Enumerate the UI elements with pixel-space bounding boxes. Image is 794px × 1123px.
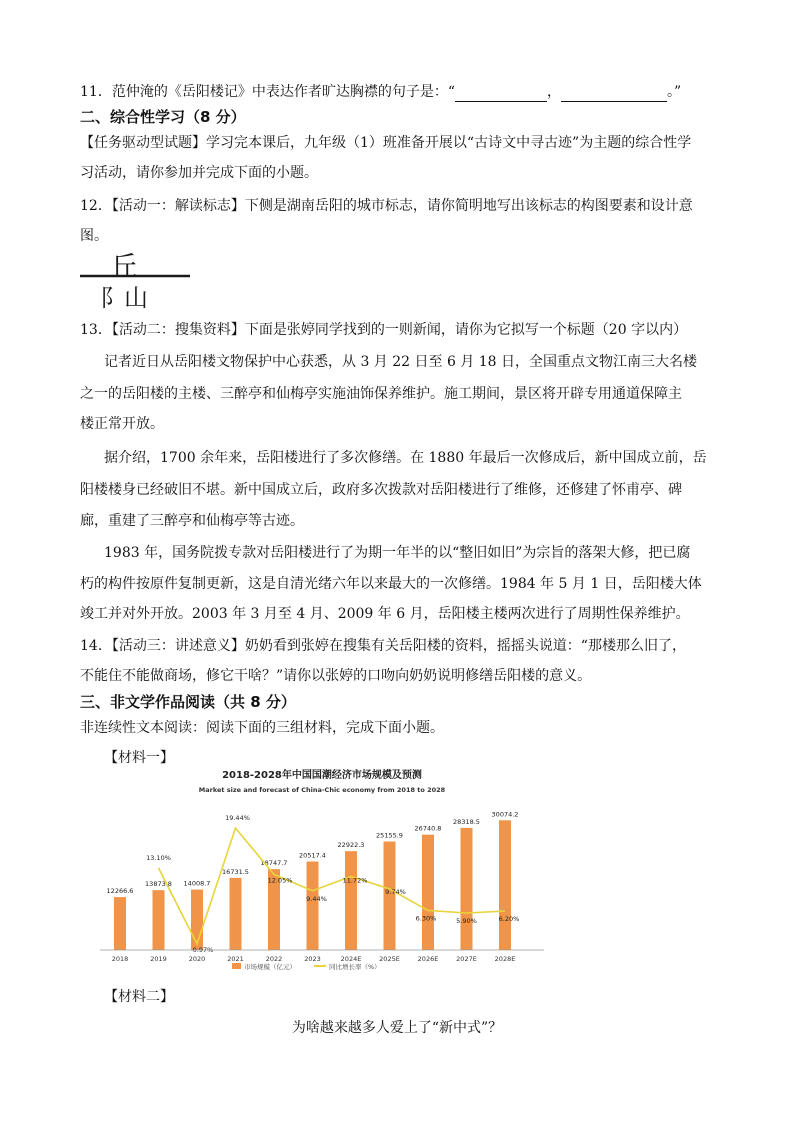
q14-line-2: 不能住不能做商场，修它干啥？”请你以张婷的口吻向奶奶说明修缮岳阳楼的意义。: [80, 668, 592, 684]
q11-separator: ，: [546, 84, 561, 100]
growth-label-2021: 19.44%: [225, 814, 250, 823]
legend-label-market: 市场规模（亿元）: [244, 963, 296, 971]
bar-label-2024E: 22922.3: [337, 841, 365, 850]
material-2-title: 为啥越来越多人爱上了“新中式”？: [291, 1020, 503, 1036]
x-tick-2023: 2023: [304, 955, 321, 963]
x-tick-2019: 2019: [150, 955, 167, 963]
news-p1-line-1: 记者近日从岳阳楼文物保护中心获悉，从 3 月 22 日至 6 月 18 日，全国重点文物江南三大名楼: [104, 354, 698, 370]
growth-rate-line: [159, 828, 506, 944]
yueyang-city-logo: [80, 252, 190, 312]
q11-prefix: 11．范仲淹的《岳阳楼记》中表达作者旷达胸襟的句子是：“: [80, 84, 455, 100]
q12-line-2: 图。: [80, 228, 108, 244]
news-p2-line-2: 阳楼楼身已经破旧不堪。新中国成立后，政府多次拨款对岳阳楼进行了维修，还修建了怀甫亭、碑: [80, 482, 682, 498]
news-p3-line-2: 朽的构件按原件复制更新，这是自清光绪六年以来最大的一次修缮。1984 年 5 月 1 日，岳阳楼大体: [80, 576, 702, 592]
bar-label-2023: 20517.4: [299, 851, 326, 860]
growth-label-2020: 0.97%: [192, 945, 214, 954]
bar-label-2026E: 26740.8: [414, 824, 442, 833]
growth-label-2023: 9.44%: [306, 894, 327, 903]
section-3-intro: 非连续性文本阅读：阅读下面的三组材料，完成下面小题。: [80, 720, 444, 736]
bar-2026E: [422, 835, 434, 950]
task-line-1: 【任务驱动型试题】学习完本课后，九年级（1）班准备开展以“古诗文中寻古迹”为主题的综合性学: [80, 135, 692, 151]
material-1-label: 【材料一】: [104, 750, 174, 766]
x-tick-2021: 2021: [227, 955, 244, 963]
bar-2019: [153, 890, 165, 950]
growth-label-2026E: 6.30%: [415, 914, 437, 923]
china-chic-market-chart: [92, 766, 552, 976]
bar-label-2018: 12266.6: [106, 887, 134, 896]
growth-label-2025E: 9.74%: [385, 887, 406, 896]
bar-label-2022: 18747.7: [260, 859, 288, 868]
growth-label-2019: 13.10%: [146, 853, 171, 862]
legend-label-growth: 同比增长率（%）: [329, 963, 381, 971]
section-3-title: 三、非文学作品阅读（共 8 分）: [80, 693, 296, 711]
bar-2024E: [345, 851, 357, 950]
question-11: [80, 82, 720, 102]
x-tick-2024E: 2024E: [340, 955, 362, 963]
bar-label-2027E: 28318.5: [453, 817, 480, 826]
chart-subtitle: Market size and forecast of China-Chic economy from 2018 to 2028: [198, 786, 446, 794]
q13: 13．【活动二：搜集资料】下面是张婷同学找到的一则新闻，请你为它拟写一个标题（20 字以内）: [80, 322, 688, 338]
news-p3-line-3: 竣工并对外开放。2003 年 3 月至 4 月、2009 年 6 月，岳阳楼主楼两次进行了周期性保养维护。: [80, 606, 690, 622]
chart-title: 2018-2028年中国国潮经济市场规模及预测: [222, 770, 422, 781]
logo-char-bottom: 阝山: [100, 284, 148, 312]
news-p3-line-1: 1983 年，国务院拨专款对岳阳楼进行了为期一年半的以“整旧如旧”为宗旨的落架大修，把已腐: [104, 545, 691, 561]
bar-label-2020: 14008.7: [183, 879, 211, 888]
legend-swatch-market: [232, 963, 241, 969]
bar-2023: [307, 862, 319, 950]
growth-label-2028E: 6.20%: [498, 915, 520, 924]
x-tick-2018: 2018: [111, 955, 129, 963]
news-p2-line-1: 据介绍，1700 余年来，岳阳楼进行了多次修缮。在 1880 年最后一次修成后，新中国成立前，岳: [104, 450, 707, 466]
bar-2020: [191, 890, 203, 950]
growth-label-2022: 12.05%: [267, 876, 293, 885]
bar-label-2028E: 30074.2: [491, 810, 519, 819]
news-p1-line-3: 楼正常开放。: [80, 416, 164, 432]
answer-blank-2[interactable]: [561, 87, 667, 102]
logo-char-top: 丘: [110, 252, 139, 283]
bar-2027E: [461, 828, 473, 950]
q11-suffix: 。”: [666, 84, 682, 100]
q12-line-1: 12．【活动一：解读标志】下侧是湖南岳阳的城市标志，请你简明地写出该标志的构图要素和设计意: [80, 198, 693, 214]
growth-label-2024E: 11.72%: [342, 876, 368, 885]
x-tick-2028E: 2028E: [494, 955, 516, 963]
bar-2021: [230, 878, 242, 950]
task-line-2: 习活动，请你参加并完成下面的小题。: [80, 165, 318, 181]
material-2-label: 【材料二】: [104, 989, 174, 1005]
bar-2028E: [499, 820, 511, 950]
bar-2018: [114, 897, 126, 950]
bar-label-2019: 13873.8: [145, 880, 172, 889]
chart-svg: [92, 766, 552, 976]
growth-label-2027E: 5.90%: [456, 916, 477, 925]
q14-line-1: 14．【活动三：讲述意义】奶奶看到张婷在搜集有关岳阳楼的资料，摇摇头说道：“那楼那么旧了，: [80, 638, 686, 654]
x-tick-2026E: 2026E: [417, 955, 439, 963]
bar-label-2021: 16731.5: [222, 867, 249, 876]
x-tick-2027E: 2027E: [456, 955, 477, 963]
bar-label-2025E: 25155.9: [376, 831, 403, 840]
x-tick-2020: 2020: [188, 955, 206, 963]
news-p1-line-2: 之一的岳阳楼的主楼、三醉亭和仙梅亭实施油饰保养维护。施工期间，景区将开辟专用通道保障主: [80, 386, 682, 402]
news-p2-line-3: 廊，重建了三醉亭和仙梅亭等古迹。: [80, 513, 304, 529]
x-tick-2022: 2022: [265, 955, 283, 963]
x-tick-2025E: 2025E: [379, 955, 400, 963]
answer-blank-1[interactable]: [455, 87, 547, 102]
section-2-title: 二、综合性学习（8 分）: [80, 108, 246, 126]
